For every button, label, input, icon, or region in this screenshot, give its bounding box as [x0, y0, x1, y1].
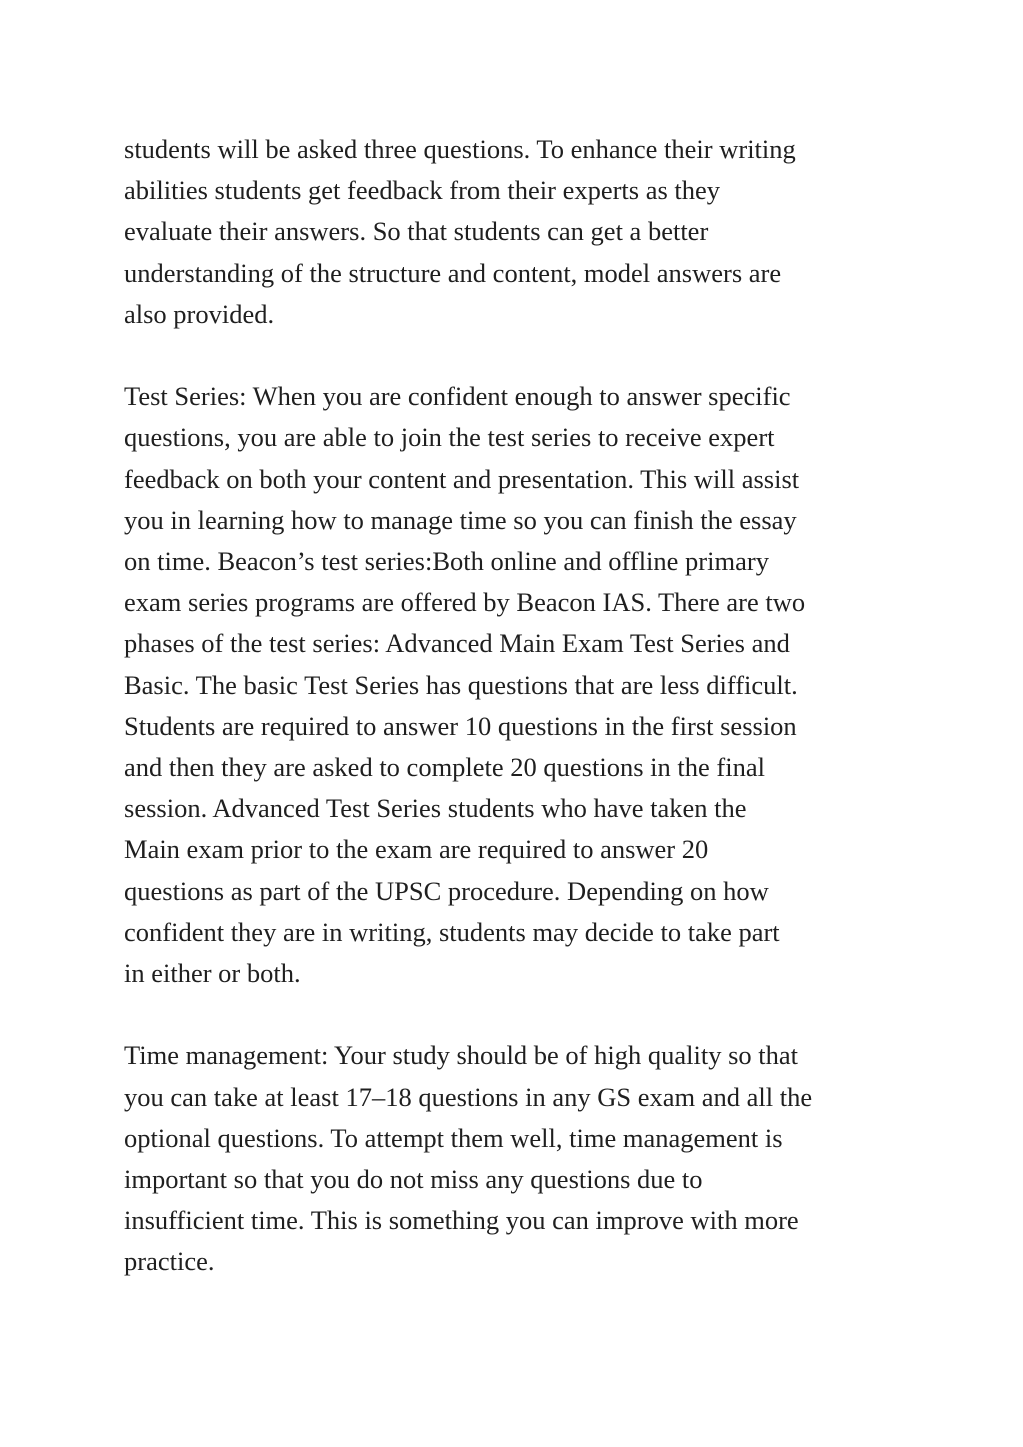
text-line: understanding of the structure and content, model answers are [124, 257, 782, 288]
text-line: Basic. The basic Test Series has questions that are less difficult. [124, 669, 798, 700]
paragraph-time-management [124, 1035, 914, 1282]
text-line: Test Series: When you are confident enough to answer specific [124, 381, 791, 412]
text-line: questions, you are able to join the test series to receive expert [124, 422, 775, 453]
text-line: questions as part of the UPSC procedure. Depending on how [124, 875, 769, 906]
text-line: Time management: Your study should be of high quality so that [124, 1040, 799, 1071]
text-line: optional questions. To attempt them well, time management is [124, 1122, 783, 1153]
text-line: students will be asked three questions. To enhance their writing [124, 134, 796, 164]
text-line: Students are required to answer 10 questions in the first session [124, 710, 797, 741]
text-line: and then they are asked to complete 20 questions in the final [124, 752, 765, 783]
text-line: also provided. [124, 298, 275, 329]
text-line: Main exam prior to the exam are required to answer 20 [124, 834, 709, 865]
text-line: phases of the test series: Advanced Main Exam Test Series and [124, 628, 790, 659]
text-line: confident they are in writing, students may decide to take part [124, 916, 780, 947]
text-line: practice. [124, 1246, 215, 1277]
text-line: you can take at least 17–18 questions in any GS exam and all the [124, 1081, 813, 1112]
text-line: session. Advanced Test Series students who have taken the [124, 793, 747, 824]
text-line: on time. Beacon’s test series:Both online and offline primary [124, 546, 769, 577]
paragraph-writing-feedback [124, 129, 914, 335]
text-line: insufficient time. This is something you can improve with more [124, 1205, 799, 1236]
text-line: evaluate their answers. So that students can get a better [124, 216, 709, 247]
text-line: abilities students get feedback from their experts as they [124, 175, 721, 206]
text-line: exam series programs are offered by Beacon IAS. There are two [124, 587, 806, 618]
text-line: feedback on both your content and presentation. This will assist [124, 463, 800, 494]
text-line: in either or both. [124, 958, 301, 989]
document-body [124, 129, 914, 1283]
paragraph-test-series [124, 376, 914, 994]
text-line: you in learning how to manage time so you can finish the essay [124, 504, 797, 535]
text-line: important so that you do not miss any questions due to [124, 1164, 703, 1195]
